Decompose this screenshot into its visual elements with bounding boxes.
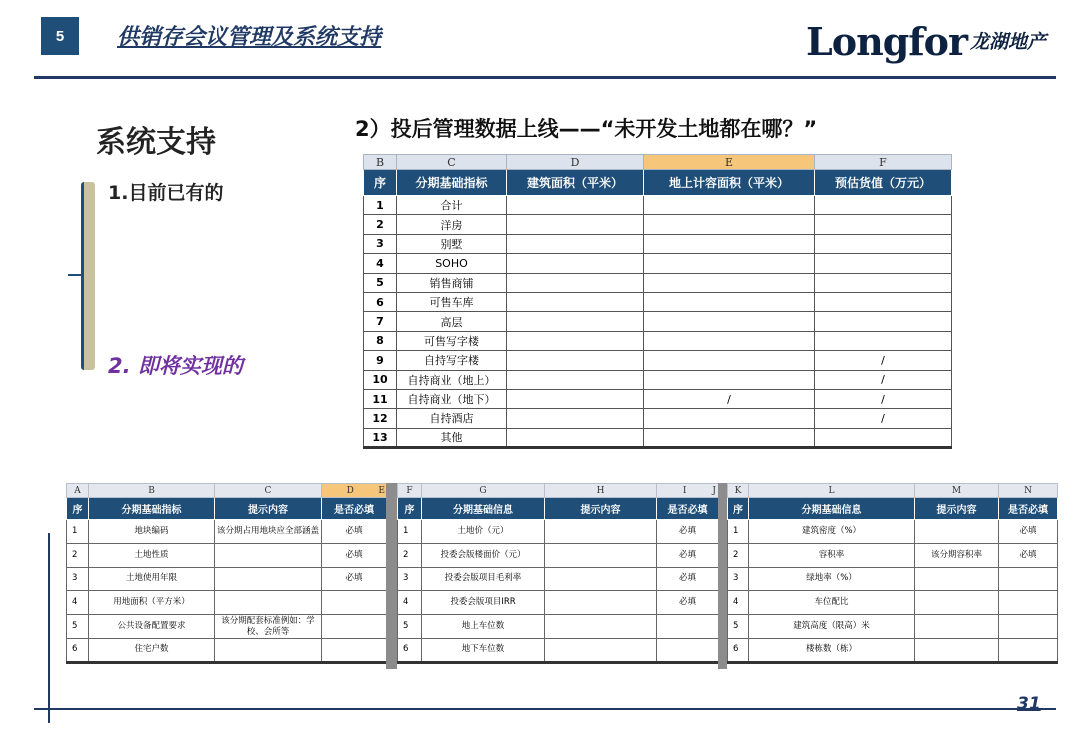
column-header: 提示内容 xyxy=(215,498,322,520)
footer-vertical-rule xyxy=(48,533,50,723)
table-row xyxy=(364,389,952,408)
subtitle: 2）投后管理数据上线——“未开发土地都在哪？” xyxy=(355,117,818,141)
table-cell: 公共设备配置要求 xyxy=(89,615,215,639)
column-letter-selected: E xyxy=(644,155,815,170)
table-cell: 必填 xyxy=(657,591,719,615)
table-cell xyxy=(215,567,322,591)
table-header-row xyxy=(728,498,1058,520)
table-cell xyxy=(322,591,387,615)
table-cell xyxy=(644,409,815,428)
column-letter: C xyxy=(397,155,507,170)
column-header: 是否必填 xyxy=(322,498,387,520)
table-cell xyxy=(507,428,644,447)
table-cell xyxy=(644,273,815,292)
table-cell xyxy=(999,567,1058,591)
section-title: 系统支持 xyxy=(96,125,216,160)
upcoming-items-label: 2. 即将实现的 xyxy=(108,354,243,378)
column-letter: C xyxy=(215,484,322,498)
table-cell: 地下车位数 xyxy=(422,638,545,662)
table-cell: 必填 xyxy=(657,520,719,544)
table-row xyxy=(364,351,952,370)
table-cell xyxy=(507,312,644,331)
table-cell: 必填 xyxy=(322,520,387,544)
table-row xyxy=(67,520,387,544)
table-cell xyxy=(507,292,644,311)
column-letter-selected xyxy=(322,484,387,498)
table-cell: 可售写字楼 xyxy=(397,331,507,350)
row-number-cell: 6 xyxy=(398,638,422,662)
table-cell xyxy=(815,254,952,273)
column-header: 序 xyxy=(67,498,89,520)
table-cell: 洋房 xyxy=(397,215,507,234)
planning-info-table xyxy=(727,483,1058,664)
table-row xyxy=(364,312,952,331)
logo-text-cn: 龙湖地产 xyxy=(969,31,1046,53)
table-cell xyxy=(644,370,815,389)
column-letter: H xyxy=(545,484,657,498)
table-row xyxy=(364,370,952,389)
table-cell xyxy=(815,215,952,234)
table-cell: 住宅户数 xyxy=(89,638,215,662)
table-row xyxy=(364,254,952,273)
table-cell: 建筑密度（%） xyxy=(749,520,915,544)
table-cell: 销售商铺 xyxy=(397,273,507,292)
table-row xyxy=(728,591,1058,615)
table-cell: 合计 xyxy=(397,196,507,215)
table-cell: 可售车库 xyxy=(397,292,507,311)
table-row xyxy=(67,638,387,662)
table-cell xyxy=(545,543,657,567)
table-header-row xyxy=(398,498,719,520)
table-cell xyxy=(657,638,719,662)
table-row xyxy=(398,591,719,615)
row-number-cell: 10 xyxy=(364,370,397,389)
row-number-cell: 8 xyxy=(364,331,397,350)
table-row xyxy=(67,615,387,639)
row-number-cell: 4 xyxy=(364,254,397,273)
table-cell xyxy=(999,615,1058,639)
table-cell xyxy=(915,520,999,544)
table-cell: 自持酒店 xyxy=(397,409,507,428)
table-cell xyxy=(215,591,322,615)
table-cell: 该分期占用地块应全部涵盖 xyxy=(215,520,322,544)
table-cell: 绿地率（%） xyxy=(749,567,915,591)
table-cell xyxy=(657,615,719,639)
table-cell: 必填 xyxy=(322,567,387,591)
table-cell: 自持商业（地上） xyxy=(397,370,507,389)
table-cell: 该分期配套标准例如：学校、会所等 xyxy=(215,615,322,639)
table-cell: 土地价（元） xyxy=(422,520,545,544)
table-cell: 必填 xyxy=(322,543,387,567)
table-cell xyxy=(507,370,644,389)
slide-number: 5 xyxy=(55,27,65,45)
table-row xyxy=(364,331,952,350)
column-header: 序 xyxy=(398,498,422,520)
land-metrics-table xyxy=(363,154,952,449)
table-row xyxy=(67,543,387,567)
column-letter: F xyxy=(815,155,952,170)
row-number-cell: 6 xyxy=(364,292,397,311)
table-cell xyxy=(815,292,952,311)
table-cell xyxy=(999,638,1058,662)
column-letter: D xyxy=(346,485,354,496)
table-cell xyxy=(507,273,644,292)
table-cell xyxy=(915,615,999,639)
table-cell xyxy=(507,409,644,428)
table-cell: / xyxy=(815,409,952,428)
table-cell: 建筑高度（限高）米 xyxy=(749,615,915,639)
table-cell xyxy=(507,389,644,408)
table-cell: / xyxy=(644,389,815,408)
table-cell xyxy=(815,331,952,350)
row-number-cell: 2 xyxy=(398,543,422,567)
column-header: 提示内容 xyxy=(915,498,999,520)
column-header: 建筑面积（平米） xyxy=(507,170,644,196)
table-cell: 车位配比 xyxy=(749,591,915,615)
current-items-label: 1.目前已有的 xyxy=(108,182,224,204)
table-cell: / xyxy=(815,370,952,389)
table-row xyxy=(364,273,952,292)
row-number-cell: 3 xyxy=(364,234,397,253)
column-header: 分期基础信息 xyxy=(422,498,545,520)
row-number-cell: 5 xyxy=(398,615,422,639)
column-header: 提示内容 xyxy=(545,498,657,520)
table-cell: 地块编码 xyxy=(89,520,215,544)
column-letter: G xyxy=(422,484,545,498)
table-row xyxy=(364,234,952,253)
row-number-cell: 7 xyxy=(364,312,397,331)
column-letter-row xyxy=(398,484,719,498)
table-cell xyxy=(815,312,952,331)
column-letter-row xyxy=(728,484,1058,498)
table-row xyxy=(728,543,1058,567)
table-cell xyxy=(507,331,644,350)
row-number-cell: 1 xyxy=(398,520,422,544)
row-number-cell: 12 xyxy=(364,409,397,428)
row-number-cell: 3 xyxy=(67,567,89,591)
column-letter: B xyxy=(89,484,215,498)
project-financial-info-table xyxy=(397,483,719,664)
page-number: 31 xyxy=(1017,694,1041,714)
table-row xyxy=(364,292,952,311)
column-letter-cell xyxy=(657,484,719,498)
table-header-row xyxy=(364,170,952,196)
table-row xyxy=(398,520,719,544)
table-row xyxy=(728,615,1058,639)
column-header: 分期基础信息 xyxy=(749,498,915,520)
column-header: 是否必填 xyxy=(999,498,1058,520)
table-cell xyxy=(815,273,952,292)
row-number-cell: 5 xyxy=(67,615,89,639)
row-number-cell: 1 xyxy=(728,520,749,544)
table-cell: 楼栋数（栋） xyxy=(749,638,915,662)
slide-number-badge xyxy=(41,17,79,55)
table-cell: / xyxy=(815,389,952,408)
bracket-tick xyxy=(68,274,81,276)
table-cell: 自持写字楼 xyxy=(397,351,507,370)
table-row xyxy=(364,196,952,215)
table-cell xyxy=(644,312,815,331)
table-cell xyxy=(507,254,644,273)
column-letter: I xyxy=(682,485,687,496)
header-divider xyxy=(34,76,1056,79)
table-row xyxy=(728,520,1058,544)
row-number-cell: 1 xyxy=(364,196,397,215)
table-cell: 必填 xyxy=(657,567,719,591)
slide-title: 供销存会议管理及系统支持 xyxy=(117,25,382,50)
table-cell: 必填 xyxy=(657,543,719,567)
table-cell xyxy=(644,234,815,253)
column-header: 预估货值（万元） xyxy=(815,170,952,196)
column-letter: J xyxy=(712,485,716,496)
row-number-cell: 4 xyxy=(398,591,422,615)
table-row xyxy=(398,638,719,662)
row-number-cell: 2 xyxy=(67,543,89,567)
table-cell xyxy=(545,615,657,639)
table-row xyxy=(398,615,719,639)
table-cell xyxy=(815,234,952,253)
table-cell xyxy=(644,292,815,311)
table-cell: 别墅 xyxy=(397,234,507,253)
land-basic-indicators-table xyxy=(66,483,387,664)
table-row xyxy=(398,543,719,567)
table-cell: 用地面积（平方米） xyxy=(89,591,215,615)
bracket-bar xyxy=(81,182,95,370)
table-cell xyxy=(507,215,644,234)
bracket-decoration xyxy=(78,182,102,370)
table-row xyxy=(398,567,719,591)
table-cell xyxy=(644,215,815,234)
table-cell xyxy=(215,638,322,662)
footer-divider xyxy=(34,708,1056,710)
table-row xyxy=(728,638,1058,662)
table-cell: 土地性质 xyxy=(89,543,215,567)
table-row xyxy=(364,409,952,428)
table-cell xyxy=(815,428,952,447)
row-number-cell: 6 xyxy=(67,638,89,662)
row-number-cell: 3 xyxy=(728,567,749,591)
column-letter: F xyxy=(398,484,422,498)
table-cell xyxy=(507,196,644,215)
column-letter: K xyxy=(728,484,749,498)
column-separator xyxy=(718,483,727,669)
table-cell xyxy=(322,638,387,662)
table-row xyxy=(364,215,952,234)
row-number-cell: 4 xyxy=(728,591,749,615)
table-cell: SOHO xyxy=(397,254,507,273)
table-cell: 地上车位数 xyxy=(422,615,545,639)
table-cell xyxy=(507,351,644,370)
column-header: 是否必填 xyxy=(657,498,719,520)
row-number-cell: 3 xyxy=(398,567,422,591)
table-cell xyxy=(999,591,1058,615)
table-cell: 投委会版楼面价（元） xyxy=(422,543,545,567)
table-cell xyxy=(507,234,644,253)
table-cell: 容积率 xyxy=(749,543,915,567)
table-cell xyxy=(545,567,657,591)
table-cell xyxy=(545,520,657,544)
row-number-cell: 5 xyxy=(364,273,397,292)
column-letter: N xyxy=(999,484,1058,498)
logo-text-en: Longfor xyxy=(806,19,967,64)
table-cell: 必填 xyxy=(999,543,1058,567)
table-cell xyxy=(815,196,952,215)
column-letter: E xyxy=(378,485,385,496)
column-separator xyxy=(386,483,397,669)
table-cell: 该分期容积率 xyxy=(915,543,999,567)
column-letter: L xyxy=(749,484,915,498)
table-cell xyxy=(644,196,815,215)
column-letter: D xyxy=(507,155,644,170)
table-cell xyxy=(644,331,815,350)
table-cell xyxy=(915,591,999,615)
table-row xyxy=(728,567,1058,591)
table-cell xyxy=(644,351,815,370)
column-letter-row xyxy=(67,484,387,498)
table-cell xyxy=(644,254,815,273)
row-number-cell: 13 xyxy=(364,428,397,447)
table-cell: / xyxy=(815,351,952,370)
longfor-logo xyxy=(806,14,1046,62)
column-header: 序 xyxy=(364,170,397,196)
column-letter: B xyxy=(364,155,397,170)
table-cell: 其他 xyxy=(397,428,507,447)
column-letter: M xyxy=(915,484,999,498)
row-number-cell: 2 xyxy=(364,215,397,234)
column-header: 地上计容面积（平米） xyxy=(644,170,815,196)
table-header-row xyxy=(67,498,387,520)
row-number-cell: 5 xyxy=(728,615,749,639)
table-cell xyxy=(215,543,322,567)
row-number-cell: 11 xyxy=(364,389,397,408)
table-cell xyxy=(644,428,815,447)
table-cell: 土地使用年限 xyxy=(89,567,215,591)
column-letter-row xyxy=(364,155,952,170)
table-cell: 自持商业（地下） xyxy=(397,389,507,408)
table-cell xyxy=(915,567,999,591)
table-cell xyxy=(322,615,387,639)
column-letter: A xyxy=(67,484,89,498)
row-number-cell: 6 xyxy=(728,638,749,662)
table-row xyxy=(364,428,952,447)
table-cell xyxy=(545,591,657,615)
column-header: 序 xyxy=(728,498,749,520)
row-number-cell: 4 xyxy=(67,591,89,615)
table-row xyxy=(67,591,387,615)
table-cell xyxy=(915,638,999,662)
table-cell: 高层 xyxy=(397,312,507,331)
table-cell xyxy=(545,638,657,662)
row-number-cell: 9 xyxy=(364,351,397,370)
column-header: 分期基础指标 xyxy=(89,498,215,520)
row-number-cell: 1 xyxy=(67,520,89,544)
table-cell: 投委会版项目毛利率 xyxy=(422,567,545,591)
column-header: 分期基础指标 xyxy=(397,170,507,196)
table-cell: 投委会版项目IRR xyxy=(422,591,545,615)
row-number-cell: 2 xyxy=(728,543,749,567)
table-row xyxy=(67,567,387,591)
table-cell: 必填 xyxy=(999,520,1058,544)
